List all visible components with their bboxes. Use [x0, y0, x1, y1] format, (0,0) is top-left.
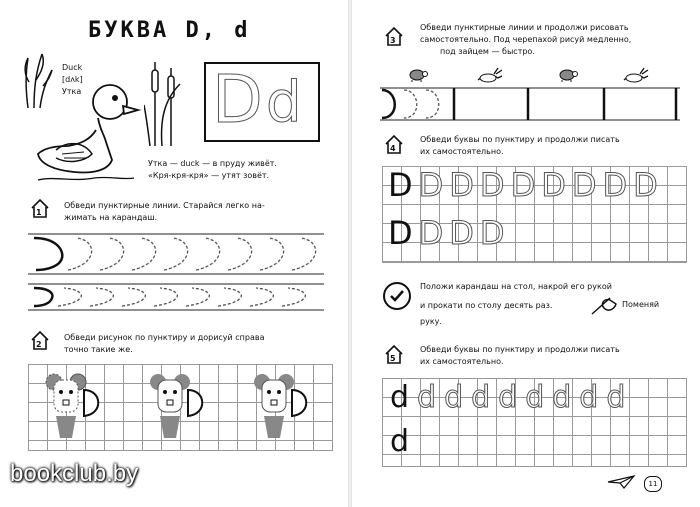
word-english: Duck — [62, 63, 83, 72]
exercise-line: Поменяй — [622, 300, 660, 309]
task-line: точно такие же. — [64, 345, 133, 354]
tracing-path-row — [380, 84, 680, 124]
word-russian: Утка — [62, 87, 82, 96]
exercise-line: Положи карандаш на стол, накрой его рукой — [420, 282, 612, 291]
task-number: 4 — [390, 144, 396, 153]
rhyme-line: Утка — duck — в пруду живёт. — [148, 159, 277, 168]
check-circle-icon — [383, 282, 411, 310]
task-number: 2 — [36, 340, 42, 349]
paper-plane-icon — [606, 474, 636, 490]
task-line: Обведи пунктирные линии и продолжи рисовать — [420, 23, 629, 32]
word-transcription: [dʌk] — [62, 75, 83, 84]
task-line: жимать на карандаш. — [64, 213, 158, 222]
rhyme — [148, 158, 277, 182]
mouse-illustration — [44, 372, 108, 444]
tracing-letters-row: d — [390, 424, 410, 459]
turtle-icon — [406, 68, 428, 82]
tracing-arcs-row — [28, 230, 328, 280]
book-spine — [348, 0, 352, 507]
big-letter-D: D — [212, 61, 263, 138]
task-line: Обведи рисунок по пунктиру и дорисуй справа — [64, 333, 265, 342]
tracing-arcs-row — [28, 280, 328, 314]
tracing-letters-row: DDDDDDDDD — [388, 166, 664, 204]
tracing-letters-row: ddddddddd — [390, 380, 634, 415]
task-instruction — [64, 332, 265, 356]
task-instruction — [420, 134, 620, 158]
task-instruction — [64, 200, 265, 224]
task-line: их самостоятельно. — [420, 357, 504, 366]
hand-pencil-icon — [590, 294, 618, 316]
reeds-illustration — [144, 60, 188, 146]
exercise-line: и прокати по столу десять раз. — [420, 301, 553, 310]
watermark-logo: bookclub.by — [10, 460, 139, 487]
task-line: их самостоятельно. — [420, 147, 504, 156]
hare-icon — [622, 66, 650, 84]
rhyme-line: «Кря-кря-кря» — утят зовёт. — [148, 171, 270, 180]
task-line: самостоятельно. Под черепахой рисуй медленно, — [420, 35, 632, 44]
task-number: 5 — [390, 354, 396, 363]
task-number: 3 — [390, 36, 396, 45]
mouse-illustration — [148, 372, 212, 444]
task-instruction — [420, 344, 620, 368]
turtle-icon — [556, 68, 578, 82]
tracing-letters-row: DDDD — [388, 214, 511, 252]
exercise-instruction — [420, 280, 612, 312]
big-letter-d: d — [266, 70, 302, 135]
page-title: БУКВА D, d — [88, 18, 251, 43]
hare-icon — [476, 66, 504, 84]
task-line: Обведи буквы по пунктиру и продолжи писать — [420, 345, 620, 354]
task-line: Обведи пунктирные линии. Старайся легко на- — [64, 201, 265, 210]
task-line: Обведи буквы по пунктиру и продолжи писать — [420, 135, 620, 144]
task-instruction — [420, 22, 631, 58]
exercise-line: руку. — [420, 317, 442, 326]
task-number: 1 — [36, 208, 42, 217]
page-number: 11 — [644, 476, 662, 492]
task-line: под зайцем — быстро. — [440, 47, 535, 56]
mouse-illustration — [252, 372, 316, 444]
duck-illustration — [34, 80, 146, 188]
